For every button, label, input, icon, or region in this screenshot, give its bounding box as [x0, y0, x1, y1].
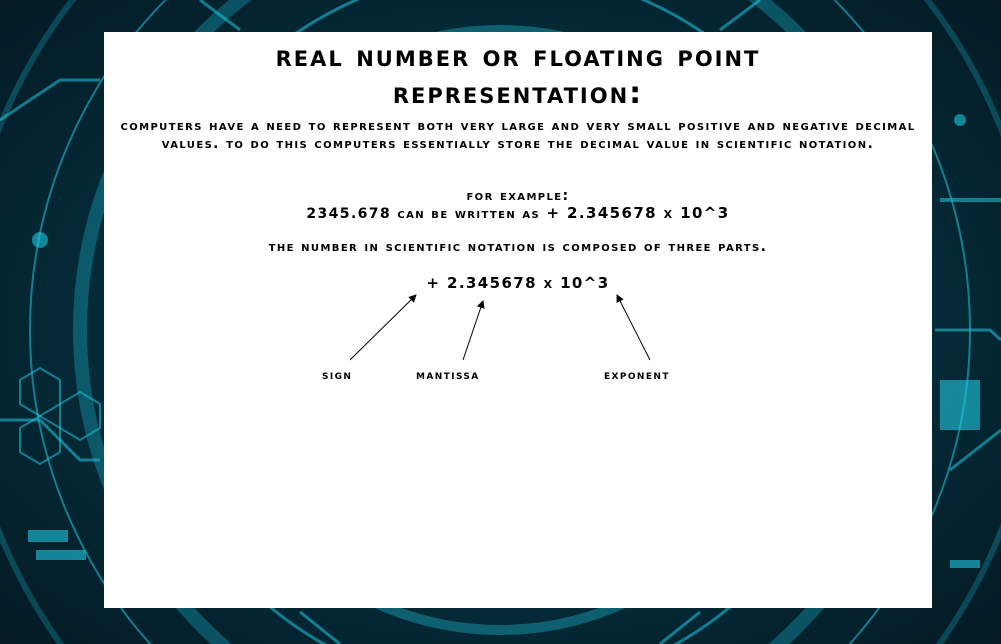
parts-intro: the number in scientific notation is composed of three parts.: [268, 239, 768, 255]
exponent-arrow: [617, 295, 650, 360]
example-phrase: can be written as: [397, 206, 541, 222]
example-scientific: + 2.345678 x 10^3: [546, 204, 730, 222]
formula: + 2.345678 x 10^3: [426, 274, 610, 292]
example-label: for example:: [466, 188, 570, 204]
mantissa-label: mantissa: [416, 368, 480, 383]
title-line-1: real number or floating point: [275, 39, 761, 74]
intro-paragraph: computers have a need to represent both very large and very small positive and negative decimal values. to do this computers essentially store the decimal value in scientific notation.: [120, 118, 916, 152]
exponent-label: exponent: [604, 368, 670, 383]
example-number: 2345.678: [306, 206, 392, 222]
mantissa-arrow: [463, 301, 483, 360]
slide-panel: [104, 32, 932, 608]
part-arrows: [104, 32, 932, 608]
sign-label: sign: [322, 368, 353, 383]
sign-arrow: [350, 295, 416, 360]
title-line-2: representation:: [392, 76, 644, 111]
